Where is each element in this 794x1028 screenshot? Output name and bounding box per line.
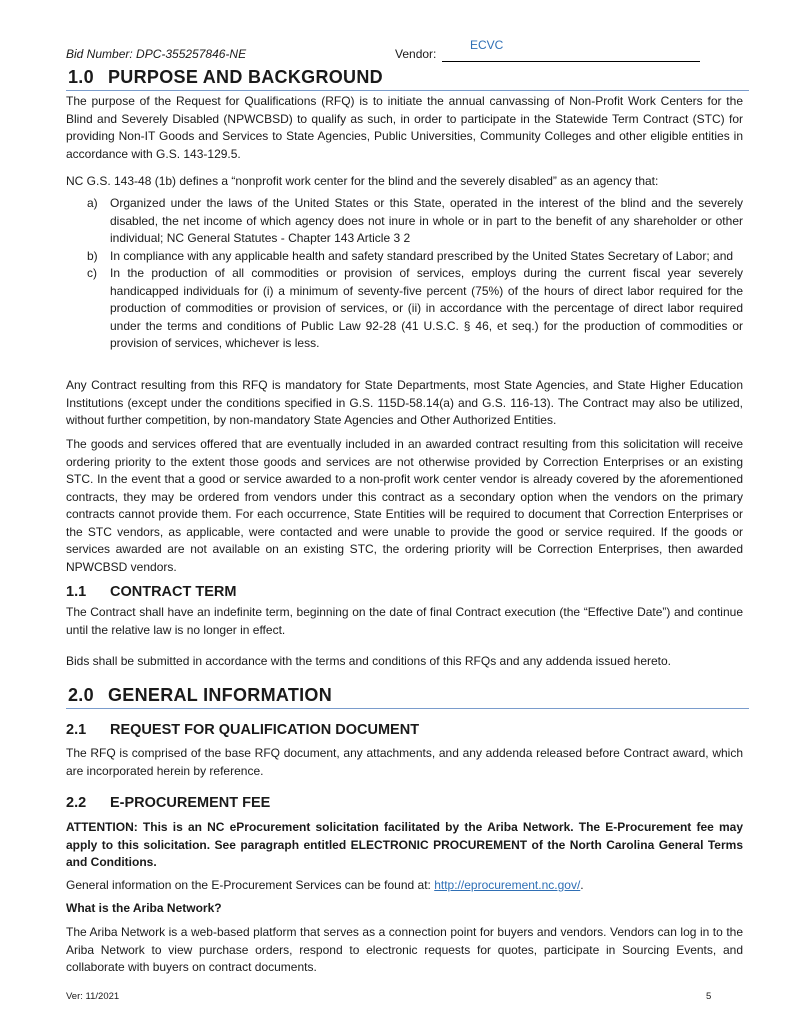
general-info-suffix: . (580, 878, 584, 892)
heading-rule (66, 708, 749, 709)
paragraph: The purpose of the Request for Qualifications (RFQ) is to initiate the annual canvassing of Non-Profit Work Centers for the Blind and Severely Disabled (NPWCBSD) to qualify as such, in order to participate in the Statewide Term Contract (STC) for providing Non-IT Goods and Services to State Agencies, Public Universities, Community Colleges and other eligible entities in accordance with G.S. 143-129.5. (66, 94, 743, 161)
vendor-value: ECVC (470, 38, 504, 52)
vendor-underline (442, 61, 700, 62)
paragraph: Bids shall be submitted in accordance with the terms and conditions of this RFQs and any addenda issued hereto. (66, 654, 672, 668)
general-info-text: General information on the E-Procurement Services can be found at: (66, 878, 435, 892)
general-info-paragraph (66, 877, 743, 895)
section-1-1-heading (66, 584, 236, 600)
paragraph: The RFQ is comprised of the base RFQ document, any attachments, and any addenda released before Contract award, which are incorporated herein by reference. (66, 746, 743, 778)
paragraph: NC G.S. 143-48 (1b) defines a “nonprofit work center for the blind and the severely disabled” as an agency that: (66, 174, 659, 188)
footer-version: Ver: 11/2021 (66, 991, 120, 1002)
eprocurement-link[interactable]: http://eprocurement.nc.gov/ (434, 878, 581, 892)
list-marker: c) (87, 266, 97, 280)
section-title: GENERAL INFORMATION (108, 685, 333, 705)
definition-list (66, 195, 743, 353)
list-item (66, 195, 743, 248)
section-number: 1.0 (68, 67, 94, 87)
section-2-2-heading (66, 795, 270, 811)
section-title: REQUEST FOR QUALIFICATION DOCUMENT (110, 722, 420, 738)
section-number: 2.1 (66, 722, 87, 738)
list-item (66, 248, 743, 266)
attention-paragraph: ATTENTION: This is an NC eProcurement solicitation facilitated by the Ariba Network. The E-Procurement fee may apply to this solicitation. See paragraph entitled ELECTRONIC PROCUREMENT of the North Carolina General Terms and Conditions. (66, 820, 743, 869)
list-item (66, 265, 743, 353)
section-number: 2.2 (66, 795, 87, 811)
section-2-1-heading (66, 722, 419, 738)
paragraph: The Ariba Network is a web-based platform that serves as a connection point for buyers and vendors. Vendors can log in to the Ariba Network to view purchase orders, respond to electronic requests for quotes, participate in Sourcing Events, and collaborate with buyers on contract documents. (66, 925, 743, 974)
paragraph: The goods and services offered that are eventually included in an awarded contract resulting from this solicitation will receive ordering priority to the extent those goods and services are not otherwise provided by Correction Enterprises or an existing STC. In the event that a good or service awarded to a non-profit work center vendor is already covered by the aforementioned contracts, they may be ordered from vendors under this contract as a secondary option when the vendors on the primary contracts cannot provide them. For each occurrence, State Entities will be required to document that Correction Enterprises or the STC vendors, as applicable, were contacted and were unable to provide the good or service required. If the goods or services awarded are not available on an existing STC, the ordering priority will be Correction Enterprises, then awarded NPWCBSD vendors. (66, 437, 743, 574)
list-marker: b) (87, 248, 98, 263)
section-number: 2.0 (68, 685, 94, 705)
section-2-heading (68, 685, 332, 706)
section-title: E-PROCUREMENT FEE (110, 795, 271, 811)
vendor-label: Vendor: (395, 47, 437, 61)
section-title: PURPOSE AND BACKGROUND (108, 67, 383, 87)
bid-number: Bid Number: DPC-355257846-NE (66, 47, 247, 61)
section-1-heading (68, 67, 383, 88)
page-number: 5 (706, 991, 712, 1002)
ariba-heading: What is the Ariba Network? (66, 901, 222, 915)
list-marker: a) (87, 196, 98, 210)
list-item-text: Organized under the laws of the United States or this State, operated in the interest of the blind and the severely disabled, the net income of which agency does not inure in whole or in part to the benefit of any shareholder or other individual; NC General Statutes - Chapter 143 Article 3 2 (110, 196, 743, 245)
heading-rule (66, 90, 749, 91)
section-title: CONTRACT TERM (110, 584, 237, 600)
list-item-text: In compliance with any applicable health and safety standard prescribed by the United States Secretary of Labor; and (110, 248, 734, 263)
paragraph: Any Contract resulting from this RFQ is mandatory for State Departments, most State Agencies, and State Higher Education Institutions (except under the conditions specified in G.S. 115D-58.14(a) and G.S. 116-13). The Contract may also be utilized, without further competition, by non-mandatory State Agencies and Other Authorized Entities. (66, 378, 743, 427)
paragraph: The Contract shall have an indefinite term, beginning on the date of final Contract execution (the “Effective Date”) and continue until the relative law is no longer in effect. (66, 605, 743, 637)
section-number: 1.1 (66, 584, 87, 600)
list-item-text: In the production of all commodities or provision of services, employs during the current fiscal year severely handicapped individuals for (i) a minimum of seventy-five percent (75%) of the hours of direct labor required for the production of commodities or provision of services, or (ii) in accordance with the percentage of direct labor required under the terms and conditions of Public Law 92-28 (41 U.S.C. § 46, et seq.) for the production of commodities or provision of services, whichever is less. (110, 266, 743, 350)
